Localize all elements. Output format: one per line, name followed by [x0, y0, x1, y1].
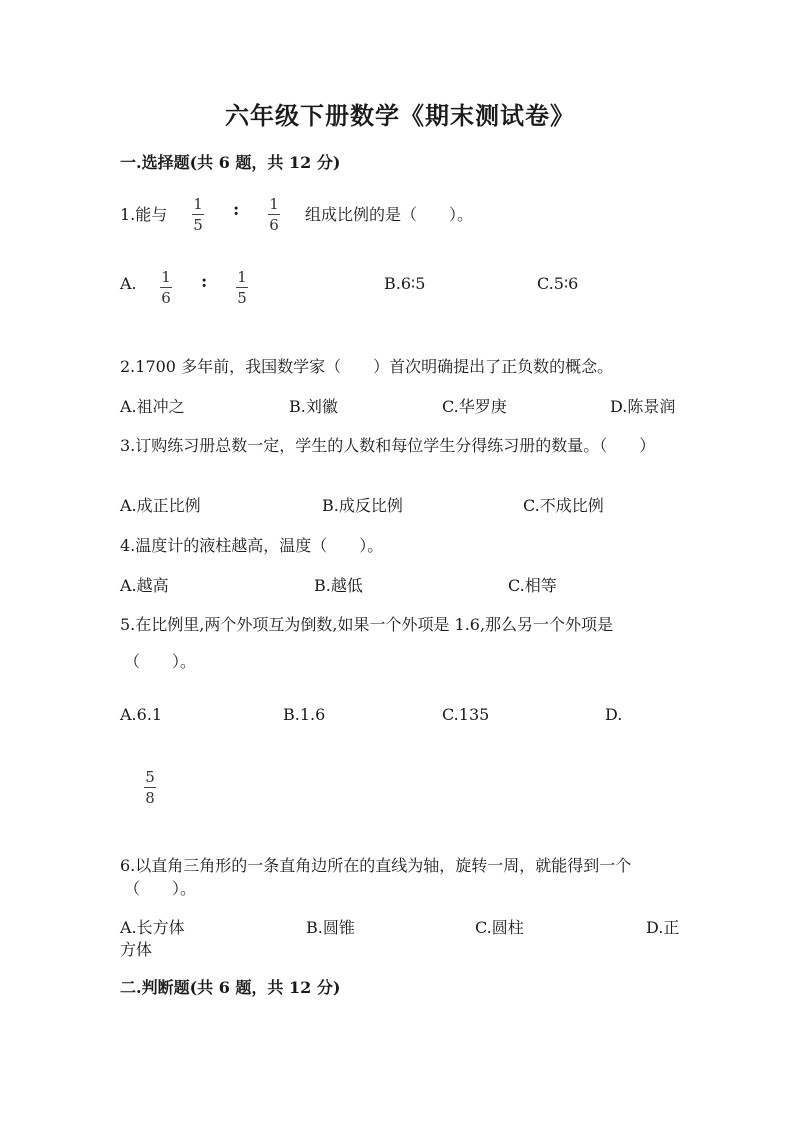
- question-6-option-a: A.长方体: [120, 918, 185, 937]
- question-3-text: 3.订购练习册总数一定，学生的人数和每位学生分得练习册的数量。（ ）: [120, 436, 656, 455]
- question-6-option-c: C.圆柱: [475, 918, 524, 937]
- option-a-fraction-1: [160, 268, 172, 307]
- fraction-bar: [192, 214, 204, 215]
- question-1-option-a: A.: [120, 274, 137, 293]
- fraction-numerator: 1: [269, 195, 279, 213]
- question-1-suffix: 组成比例的是（ ）。: [305, 205, 474, 224]
- question-5-text-line-1: 5.在比例里,两个外项互为倒数,如果一个外项是 1.6,那么另一个外项是: [120, 615, 614, 634]
- fraction-bar: [160, 287, 172, 288]
- question-6-text-line-2: （ ）。: [124, 879, 197, 898]
- question-6-text-line-1: 6.以直角三角形的一条直角边所在的直线为轴，旋转一周，就能得到一个: [120, 856, 632, 875]
- question-1-option-c: C.5∶6: [537, 274, 579, 293]
- question-1-fraction-1: [192, 195, 204, 234]
- fraction-numerator: 1: [161, 268, 171, 286]
- question-3-option-a: A.成正比例: [120, 496, 201, 515]
- question-4-option-c: C.相等: [508, 576, 557, 595]
- question-4-text: 4.温度计的液柱越高，温度（ ）。: [120, 536, 384, 555]
- fraction-denominator: 6: [269, 216, 279, 234]
- fraction-bar: [144, 787, 156, 788]
- fraction-denominator: 5: [237, 289, 247, 307]
- question-2-option-c: C.华罗庚: [442, 397, 507, 416]
- question-3-option-c: C.不成比例: [523, 496, 604, 515]
- question-5-option-a: A.6.1: [120, 705, 163, 724]
- option-a-fraction-2: [236, 268, 248, 307]
- fraction-denominator: 6: [161, 289, 171, 307]
- question-5-option-c: C.135: [442, 705, 490, 724]
- fraction-numerator: 1: [193, 195, 203, 213]
- question-4-option-a: A.越高: [120, 576, 169, 595]
- question-2-option-b: B.刘徽: [289, 397, 338, 416]
- question-1-option-b: B.6∶5: [384, 274, 426, 293]
- question-3-option-b: B.成反比例: [322, 496, 403, 515]
- question-2-text: 2.1700 多年前，我国数学家（ ）首次明确提出了正负数的概念。: [120, 357, 614, 376]
- question-1-prefix: 1.能与: [120, 205, 168, 224]
- fraction-denominator: 5: [193, 216, 203, 234]
- ratio-colon: :: [233, 200, 240, 220]
- fraction-bar: [236, 287, 248, 288]
- question-2-option-d: D.陈景润: [610, 397, 676, 416]
- question-4-option-b: B.越低: [314, 576, 363, 595]
- fraction-numerator: 1: [237, 268, 247, 286]
- fraction-numerator: 5: [145, 768, 155, 786]
- question-6-option-d: D.正: [646, 918, 680, 937]
- question-5-text-line-2: （ ）。: [124, 652, 197, 671]
- option-d-fraction: [144, 768, 156, 807]
- page-title: 六年级下册数学《期末测试卷》: [225, 101, 575, 130]
- question-2-option-a: A.祖冲之: [120, 397, 185, 416]
- fraction-denominator: 8: [145, 789, 155, 807]
- section-heading-true-false: 二.判断题(共 6 题，共 12 分): [120, 978, 341, 997]
- question-1-fraction-2: [268, 195, 280, 234]
- fraction-bar: [268, 214, 280, 215]
- question-6-option-d-continued: 方体: [120, 940, 153, 959]
- question-6-option-b: B.圆锥: [306, 918, 355, 937]
- question-5-option-b: B.1.6: [283, 705, 326, 724]
- question-5-option-d: D.: [605, 705, 623, 724]
- section-heading-choice: 一.选择题(共 6 题，共 12 分): [120, 153, 341, 172]
- ratio-colon: :: [201, 272, 208, 292]
